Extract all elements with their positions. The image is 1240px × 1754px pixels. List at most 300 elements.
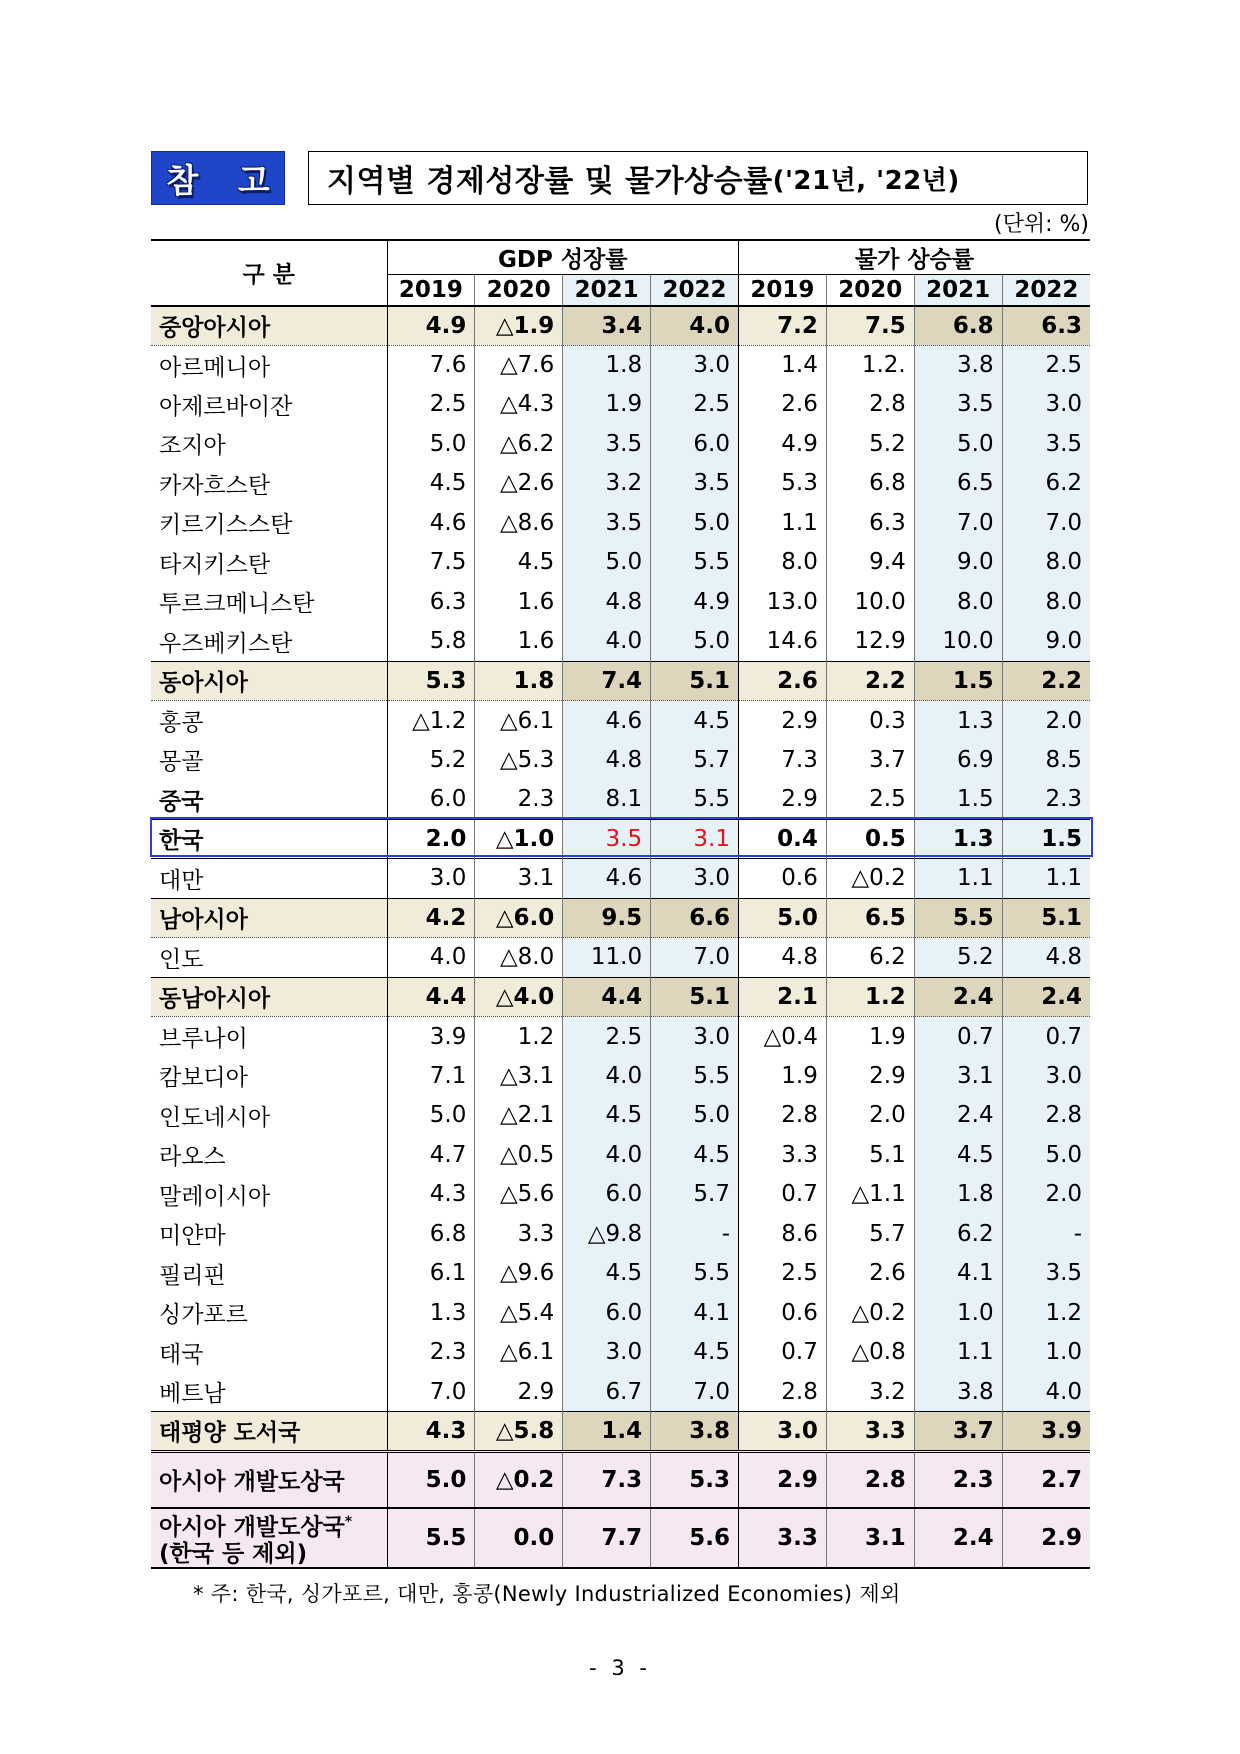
table-cell: 3.0 [651,345,739,385]
table-row [151,503,1090,543]
reference-badge [151,151,285,205]
table-cell: 2.5 [1002,345,1090,385]
table-cell: 3.1 [826,1508,914,1568]
table-cell: 6.0 [563,1175,651,1215]
table-cell: 3.8 [914,345,1002,385]
table-cell: △0.2 [826,859,914,899]
table-cell: 3.3 [739,1508,827,1568]
table-cell: △9.8 [563,1214,651,1254]
table-cell: △1.9 [475,306,563,346]
table-cell: △5.4 [475,1293,563,1333]
table-row [151,1508,1090,1568]
table-cell: 4.4 [563,977,651,1017]
table-cell: △6.0 [475,898,563,938]
table-cell: 4.0 [563,622,651,662]
table-cell: 5.0 [1002,1135,1090,1175]
table-cell: 3.8 [914,1372,1002,1412]
row-label: 홍콩 [159,710,204,736]
table-cell: 2.4 [914,977,1002,1017]
table-cell: 4.5 [563,1254,651,1294]
table-cell: △1.0 [475,819,563,859]
table-cell: 4.4 [387,977,475,1017]
table-cell: 5.0 [563,543,651,583]
table-cell: 2.9 [475,1372,563,1412]
table-cell: △8.0 [475,938,563,978]
table-cell: 5.0 [651,503,739,543]
table-row [151,1214,1090,1254]
table-cell: 2.5 [563,1017,651,1057]
row-label: 동남아시아 [151,977,387,1017]
table-cell: 2.8 [826,1451,914,1508]
table-row [151,306,1090,346]
table-cell: 5.0 [739,898,827,938]
row-label: 중앙아시아 [151,306,387,346]
table-cell: 3.5 [563,503,651,543]
table-cell: 3.4 [563,306,651,346]
table-cell: 0.7 [739,1175,827,1215]
table-cell: 2.5 [387,385,475,425]
table-cell: 4.8 [563,582,651,622]
table-cell: 1.4 [563,1412,651,1452]
table-cell: 4.7 [387,1135,475,1175]
table-cell: 6.2 [1002,464,1090,504]
table-cell: 4.6 [387,503,475,543]
table-cell: 4.5 [651,701,739,741]
table-cell: 4.9 [739,424,827,464]
table-cell: 4.5 [651,1333,739,1373]
table-cell: 5.2 [387,740,475,780]
table-cell: 5.1 [651,661,739,701]
table-cell: △4.0 [475,977,563,1017]
table-cell: 0.0 [475,1508,563,1568]
table-cell: 8.6 [739,1214,827,1254]
row-label: 몽골 [159,749,204,776]
table-cell: 1.1 [1002,859,1090,899]
table-cell: 8.5 [1002,740,1090,780]
table-cell: 2.5 [826,780,914,820]
table-cell: 5.5 [387,1508,475,1568]
table-cell: 3.9 [387,1017,475,1057]
table-cell: △5.3 [475,740,563,780]
table-row [151,424,1090,464]
table-cell: 5.5 [651,780,739,820]
table-cell: 2.0 [387,819,475,859]
table-cell: 7.0 [651,938,739,978]
table-row [151,1096,1090,1136]
table-row [151,1293,1090,1333]
table-cell: 6.9 [914,740,1002,780]
table-cell: 0.7 [914,1017,1002,1057]
table-cell: 2.9 [826,1056,914,1096]
table-cell: △5.8 [475,1412,563,1452]
table-cell: 6.0 [651,424,739,464]
table-cell: 7.0 [1002,503,1090,543]
table-cell: 2.3 [1002,780,1090,820]
table-cell: △9.6 [475,1254,563,1294]
table-cell: 5.8 [387,622,475,662]
table-cell: 4.0 [1002,1372,1090,1412]
table-cell: 4.5 [651,1135,739,1175]
table-cell: △7.6 [475,345,563,385]
table-cell: 5.0 [651,622,739,662]
row-label: 동아시아 [151,661,387,701]
table-cell: 0.7 [1002,1017,1090,1057]
table-cell: 9.4 [826,543,914,583]
table-cell: △5.6 [475,1175,563,1215]
row-label: 조지아 [159,433,226,460]
table-cell: 8.0 [914,582,1002,622]
table-cell: 9.0 [914,543,1002,583]
row-label: 대만 [151,859,387,899]
table-cell: 6.3 [387,582,475,622]
table-cell: 8.1 [563,780,651,820]
table-row [151,977,1090,1017]
table-cell: 7.4 [563,661,651,701]
table-cell: 6.8 [914,306,1002,346]
table-cell: 2.4 [1002,977,1090,1017]
table-cell: 3.3 [826,1412,914,1452]
row-label: 필리핀 [159,1262,226,1289]
page-number: - 3 - [589,1656,651,1680]
table-cell: 0.4 [739,819,827,859]
table-cell: 2.9 [739,780,827,820]
table-row [151,345,1090,385]
table-cell: 3.0 [1002,1056,1090,1096]
table-cell: △1.2 [387,701,475,741]
table-cell: 2.9 [739,1451,827,1508]
table-cell: 1.5 [1002,819,1090,859]
table-cell: △0.5 [475,1135,563,1175]
table-cell: 1.0 [1002,1333,1090,1373]
table-cell: 12.9 [826,622,914,662]
table-cell: 6.7 [563,1372,651,1412]
table-cell: 2.6 [739,661,827,701]
table-cell: 2.8 [739,1372,827,1412]
table-cell: 3.9 [1002,1412,1090,1452]
table-cell: 1.3 [387,1293,475,1333]
table-cell: 3.5 [563,424,651,464]
table-cell: 2.9 [739,701,827,741]
row-label: 미얀마 [159,1223,226,1250]
table-cell: 6.2 [826,938,914,978]
table-cell: 5.5 [651,543,739,583]
table-cell: 14.6 [739,622,827,662]
page-title: 지역별 경제성장률 및 물가상승률 [327,164,773,199]
row-label: 남아시아 [151,898,387,938]
row-label: 타지키스탄 [159,551,271,578]
table-cell: 7.0 [651,1372,739,1412]
table-cell: △0.2 [475,1451,563,1508]
table-cell: 4.3 [387,1175,475,1215]
table-cell: 8.0 [739,543,827,583]
row-label: 브루나이 [159,1026,248,1052]
table-cell: 3.1 [914,1056,1002,1096]
table-cell: 4.0 [651,306,739,346]
table-cell: 7.5 [387,543,475,583]
row-label: 중국 [151,780,387,820]
table-cell: 3.7 [826,740,914,780]
title-box [308,151,1088,205]
row-label: 태국 [159,1341,204,1368]
row-label: 아시아 개발도상국 [151,1451,387,1508]
table-cell: 0.7 [739,1333,827,1373]
growth-inflation-table [151,239,1090,1569]
header-category: 구 분 [151,240,387,306]
table-cell: 2.4 [914,1508,1002,1568]
table-cell: 2.8 [739,1096,827,1136]
table-cell: 6.5 [914,464,1002,504]
table-cell: 6.0 [563,1293,651,1333]
table-cell: 1.3 [914,819,1002,859]
table-cell: 5.0 [387,1451,475,1508]
table-row [151,859,1090,899]
table-cell: 1.6 [475,622,563,662]
table-cell: 13.0 [739,582,827,622]
table-cell: 3.0 [739,1412,827,1452]
table-cell: 7.0 [387,1372,475,1412]
table-row [151,1254,1090,1294]
table-cell: 5.7 [651,1175,739,1215]
table-cell: △8.6 [475,503,563,543]
table-cell: 4.0 [563,1056,651,1096]
table-cell: △0.4 [739,1017,827,1057]
table-cell: 0.6 [739,859,827,899]
table-cell: 3.5 [563,819,651,859]
table-row [151,819,1090,859]
table-cell: 0.3 [826,701,914,741]
table-cell: 1.2 [1002,1293,1090,1333]
header-cpi: 물가 상승률 [739,240,1091,275]
table-cell: △1.1 [826,1175,914,1215]
table-cell: 3.5 [651,464,739,504]
table-cell: 5.3 [387,661,475,701]
table-cell: 1.3 [914,701,1002,741]
table-cell: - [651,1214,739,1254]
table-cell: 3.3 [739,1135,827,1175]
table-cell: 3.0 [563,1333,651,1373]
table-cell: - [1002,1214,1090,1254]
table-cell: 4.5 [914,1135,1002,1175]
table-cell: 4.1 [914,1254,1002,1294]
table-row [151,701,1090,741]
table-cell: 4.3 [387,1412,475,1452]
table-cell: 2.3 [914,1451,1002,1508]
table-cell: 0.5 [826,819,914,859]
table-cell: 2.5 [739,1254,827,1294]
table-cell: 2.2 [826,661,914,701]
row-label: 아제르바이잔 [159,393,293,420]
table-cell: 5.5 [651,1254,739,1294]
table-cell: 2.3 [387,1333,475,1373]
table-cell: 1.2 [826,977,914,1017]
table-cell: 2.8 [1002,1096,1090,1136]
table-cell: 4.5 [475,543,563,583]
table-cell: △4.3 [475,385,563,425]
table-cell: 3.1 [651,819,739,859]
table-cell: 3.5 [914,385,1002,425]
table-cell: 7.6 [387,345,475,385]
table-cell: 6.5 [826,898,914,938]
table-cell: 3.7 [914,1412,1002,1452]
table-cell: 1.8 [914,1175,1002,1215]
table-cell: △0.8 [826,1333,914,1373]
row-label: 카자흐스탄 [159,472,271,499]
table-cell: 1.9 [563,385,651,425]
table-cell: 5.2 [914,938,1002,978]
table-cell: 1.8 [475,661,563,701]
table-cell: △6.1 [475,701,563,741]
row-label: 한국 [159,828,204,855]
table-row [151,1412,1090,1452]
table-cell: 9.0 [1002,622,1090,662]
table-row [151,1333,1090,1373]
table-cell: 7.2 [739,306,827,346]
row-label: 태평양 도서국 [151,1412,387,1452]
table-cell: △6.2 [475,424,563,464]
table-cell: 11.0 [563,938,651,978]
table-cell: 5.7 [651,740,739,780]
table-cell: 4.8 [1002,938,1090,978]
table-cell: 3.5 [1002,424,1090,464]
table-cell: 3.0 [387,859,475,899]
title-suffix: ('21년, '22년) [772,165,960,196]
table-cell: 2.1 [739,977,827,1017]
table-cell: 4.5 [387,464,475,504]
table-cell: 1.5 [914,661,1002,701]
table-cell: 5.1 [651,977,739,1017]
table-cell: 7.3 [563,1451,651,1508]
table-cell: 2.0 [1002,701,1090,741]
table-cell: 4.5 [563,1096,651,1136]
table-cell: 1.9 [739,1056,827,1096]
table-body [151,306,1090,1569]
table-cell: 6.8 [387,1214,475,1254]
row-label: 아르메니아 [159,354,271,381]
table-cell: 4.0 [563,1135,651,1175]
table-row [151,740,1090,780]
table-cell: 10.0 [914,622,1002,662]
table-cell: 6.2 [914,1214,1002,1254]
row-label: 아시아 개발도상국* (한국 등 제외) [151,1508,387,1568]
table-cell: 4.6 [563,701,651,741]
table-cell: 5.1 [1002,898,1090,938]
table-cell: 4.0 [387,938,475,978]
table-cell: 10.0 [826,582,914,622]
table-row [151,1175,1090,1215]
table-cell: 6.0 [387,780,475,820]
row-label: 싱가포르 [159,1302,248,1329]
table-cell: 5.7 [826,1214,914,1254]
table-cell: 3.0 [651,1017,739,1057]
table-cell: 5.3 [651,1451,739,1508]
table-row [151,622,1090,662]
badge-label: 참 고 [166,160,284,200]
table-cell: 2.7 [1002,1451,1090,1508]
table-cell: 5.2 [826,424,914,464]
table-cell: 5.6 [651,1508,739,1568]
table-cell: 3.1 [475,859,563,899]
header-cpi-2019: 2019 [739,275,827,306]
table-cell: 2.5 [651,385,739,425]
table-row [151,1451,1090,1508]
row-label: 투르크메니스탄 [159,591,315,618]
table-cell: 7.5 [826,306,914,346]
table-row [151,1017,1090,1057]
header-cpi-2021: 2021 [914,275,1002,306]
table-cell: △6.1 [475,1333,563,1373]
table-cell: 3.2 [563,464,651,504]
table-cell: 3.3 [475,1214,563,1254]
table-cell: 8.0 [1002,543,1090,583]
table-cell: 1.9 [826,1017,914,1057]
table-cell: 7.7 [563,1508,651,1568]
header-gdp-2020: 2020 [475,275,563,306]
table-cell: 7.3 [739,740,827,780]
table-cell: 1.2. [826,345,914,385]
table-cell: 3.5 [1002,1254,1090,1294]
table-cell: △3.1 [475,1056,563,1096]
row-label: 인도 [159,946,204,973]
row-label: 우즈베키스탄 [159,630,293,657]
table-cell: 2.0 [826,1096,914,1136]
table-row [151,780,1090,820]
table-cell: 3.0 [651,859,739,899]
table-cell: 1.4 [739,345,827,385]
table-cell: 2.4 [914,1096,1002,1136]
header-gdp: GDP 성장률 [387,240,739,275]
unit-label: (단위: %) [994,212,1089,237]
table-cell: 6.3 [826,503,914,543]
table-cell: 0.6 [739,1293,827,1333]
table-cell: 4.8 [739,938,827,978]
table-cell: 3.8 [651,1412,739,1452]
table-row [151,1372,1090,1412]
table-cell: 1.8 [563,345,651,385]
table-cell: 7.1 [387,1056,475,1096]
table-row [151,938,1090,978]
table-cell: 5.5 [914,898,1002,938]
table-row [151,661,1090,701]
table-row [151,385,1090,425]
table-cell: △0.2 [826,1293,914,1333]
header-gdp-2019: 2019 [387,275,475,306]
row-label: 라오스 [159,1144,226,1171]
table-cell: 1.0 [914,1293,1002,1333]
table-cell: 5.0 [387,424,475,464]
table-cell: 2.0 [1002,1175,1090,1215]
table-cell: 1.1 [914,859,1002,899]
table-cell: 6.3 [1002,306,1090,346]
table-cell: 8.0 [1002,582,1090,622]
table-cell: 2.8 [826,385,914,425]
table-cell: 4.6 [563,859,651,899]
table-cell: 2.9 [1002,1508,1090,1568]
row-label: 인도네시아 [159,1104,271,1131]
table-cell: 2.6 [826,1254,914,1294]
header-gdp-2021: 2021 [563,275,651,306]
table-cell: 9.5 [563,898,651,938]
header-cpi-2022: 2022 [1002,275,1090,306]
table-row [151,1135,1090,1175]
header-gdp-2022: 2022 [651,275,739,306]
table-cell: 1.5 [914,780,1002,820]
table-cell: 5.5 [651,1056,739,1096]
table-cell: 7.0 [914,503,1002,543]
table-cell: 4.2 [387,898,475,938]
table-cell: 5.3 [739,464,827,504]
table-cell: 5.1 [826,1135,914,1175]
table-cell: 6.6 [651,898,739,938]
